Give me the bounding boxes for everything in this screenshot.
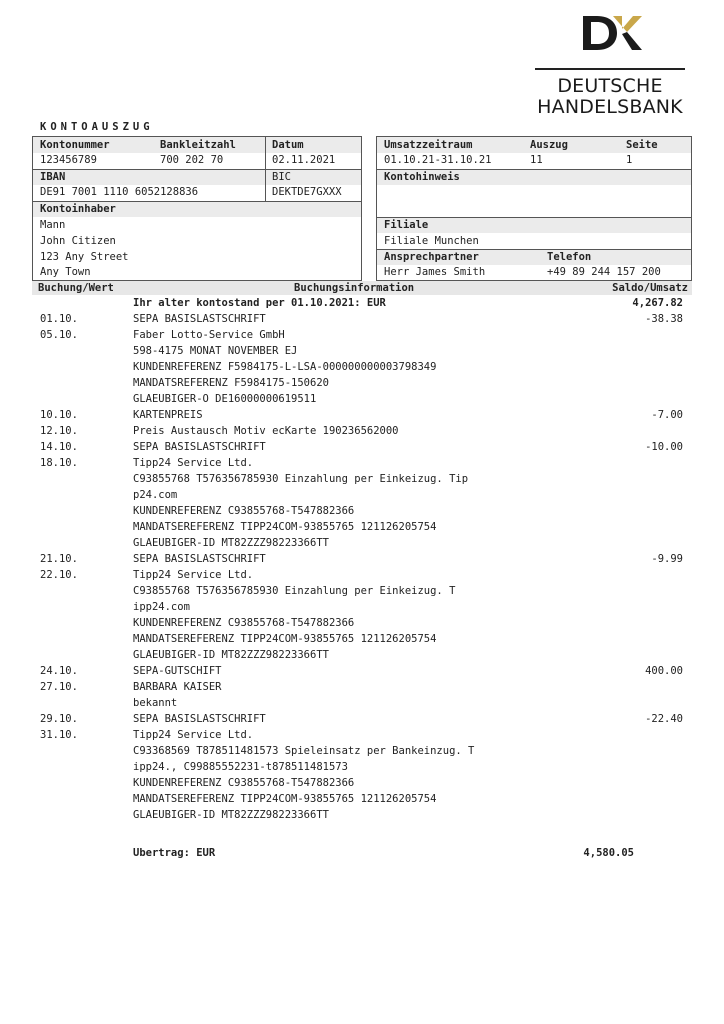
document-title: KONTOAUSZUG [40, 121, 154, 133]
datum-label: Datum [272, 139, 304, 151]
kontonummer-value: 123456789 [40, 154, 97, 166]
filiale-label: Filiale [384, 219, 429, 231]
tx-amount: 400.00 [645, 665, 683, 677]
zeitraum-label: Umsatzzeitraum [384, 139, 473, 151]
bank-name-line1: DEUTSCHE [557, 75, 663, 97]
tx-amount: -10.00 [645, 441, 683, 453]
tx-text: KUNDENREFERENZ C93855768-T547882366 [133, 777, 355, 789]
inhaber-line: John Citizen [40, 235, 116, 247]
blz-label: Bankleitzahl [160, 139, 236, 151]
tx-text: Tipp24 Service Ltd. [133, 457, 254, 469]
tx-text: p24.com [133, 489, 178, 501]
tx-text: MANDATSEREFERENZ TIPP24COM-93855765 121126205754 [133, 793, 437, 805]
tx-date: 18.10. [40, 457, 78, 469]
tx-text: Faber Lotto-Service GmbH [133, 329, 285, 341]
tx-text: C93368569 T878511481573 Spieleinsatz per Bankeinzug. T [133, 745, 475, 757]
inhaber-line: 123 Any Street [40, 251, 129, 263]
tx-amount: -9.99 [651, 553, 683, 565]
tx-text: KUNDENREFERENZ F5984175-L-LSA-000000000003798349 [133, 361, 437, 373]
tx-date: 05.10. [40, 329, 78, 341]
tx-text: ipp24., C99885552231-t878511481573 [133, 761, 348, 773]
tx-date: 01.10. [40, 313, 78, 325]
tx-text: SEPA BASISLASTSCHRIFT [133, 313, 266, 325]
tx-amount: -22.40 [645, 713, 683, 725]
tx-date: 14.10. [40, 441, 78, 453]
seite-value: 1 [626, 154, 633, 166]
ansprechpartner-value: Herr James Smith [384, 266, 486, 278]
tx-text: KUNDENREFERENZ C93855768-T547882366 [133, 617, 355, 629]
tx-text: ipp24.com [133, 601, 190, 613]
tx-text: MANDATSREFERENZ F5984175-150620 [133, 377, 329, 389]
tx-text: 598-4175 MONAT NOVEMBER EJ [133, 345, 298, 357]
dk-monogram-icon [575, 12, 645, 54]
tx-date: 12.10. [40, 425, 78, 437]
statement-info-box [376, 136, 692, 281]
telefon-value: +49 89 244 157 200 [547, 266, 661, 278]
tx-text: SEPA BASISLASTSCHRIFT [133, 713, 266, 725]
iban-label: IBAN [40, 171, 66, 183]
tx-text: KUNDENREFERENZ C93855768-T547882366 [133, 505, 355, 517]
iban-value: DE91 7001 1110 6052128836 [40, 186, 199, 198]
tx-text: MANDATSEREFERENZ TIPP24COM-93855765 121126205754 [133, 521, 437, 533]
tx-date: 27.10. [40, 681, 78, 693]
tx-text: GLAEUBIGER-ID MT82ZZZ98223366TT [133, 537, 329, 549]
tx-date: 10.10. [40, 409, 78, 421]
tx-amount: -7.00 [651, 409, 683, 421]
account-info-box [32, 136, 362, 281]
tx-text: SEPA-GUTSCHIFT [133, 665, 222, 677]
logo-divider [535, 68, 685, 70]
bic-label: BIC [272, 171, 291, 183]
tx-text: BARBARA KAISER [133, 681, 222, 693]
auszug-value: 11 [530, 154, 543, 166]
tx-date: 21.10. [40, 553, 78, 565]
opening-balance-amount: 4,267.82 [632, 297, 683, 309]
tx-text: GLAEUBIGER-ID MT82ZZZ98223366TT [133, 809, 329, 821]
header-buchung: Buchung/Wert [38, 282, 114, 294]
kontoinhaber-label: Kontoinhaber [40, 203, 116, 215]
tx-amount: -38.38 [645, 313, 683, 325]
tx-text: MANDATSEREFERENZ TIPP24COM-93855765 121126205754 [133, 633, 437, 645]
filiale-value: Filiale Munchen [384, 235, 479, 247]
opening-balance-label: Ihr alter kontostand per 01.10.2021: EUR [133, 297, 386, 309]
tx-text: Tipp24 Service Ltd. [133, 569, 254, 581]
tx-text: SEPA BASISLASTSCHRIFT [133, 553, 266, 565]
kontonummer-label: Kontonummer [40, 139, 110, 151]
tx-text: C93855768 T576356785930 Einzahlung per Einkeizug. T [133, 585, 456, 597]
inhaber-line: Any Town [40, 266, 91, 278]
tx-text: KARTENPREIS [133, 409, 203, 421]
zeitraum-value: 01.10.21-31.10.21 [384, 154, 492, 166]
telefon-label: Telefon [547, 251, 592, 263]
bank-name-line2: HANDELSBANK [537, 96, 683, 118]
kontohinweis-label: Kontohinweis [384, 171, 460, 183]
closing-balance-amount: 4,580.05 [583, 847, 634, 859]
tx-date: 24.10. [40, 665, 78, 677]
auszug-label: Auszug [530, 139, 568, 151]
bic-value: DEKTDE7GXXX [272, 186, 342, 198]
tx-text: Tipp24 Service Ltd. [133, 729, 254, 741]
blz-value: 700 202 70 [160, 154, 224, 166]
tx-text: bekannt [133, 697, 178, 709]
seite-label: Seite [626, 139, 658, 151]
ansprechpartner-label: Ansprechpartner [384, 251, 479, 263]
transactions-header [32, 281, 692, 295]
tx-date: 29.10. [40, 713, 78, 725]
tx-text: SEPA BASISLASTSCHRIFT [133, 441, 266, 453]
tx-text: C93855768 T576356785930 Einzahlung per Einkeizug. Tip [133, 473, 469, 485]
tx-date: 31.10. [40, 729, 78, 741]
header-saldo: Saldo/Umsatz [612, 282, 688, 294]
tx-text: Preis Austausch Motiv ecKarte 190236562000 [133, 425, 399, 437]
header-info: Buchungsinformation [294, 282, 415, 294]
bank-logo [520, 12, 700, 118]
closing-balance-label: Ubertrag: EUR [133, 847, 216, 859]
datum-value: 02.11.2021 [272, 154, 336, 166]
tx-date: 22.10. [40, 569, 78, 581]
inhaber-line: Mann [40, 219, 66, 231]
tx-text: GLAEUBIGER-ID MT82ZZZ98223366TT [133, 649, 329, 661]
tx-text: GLAEUBIGER-O DE16000000619511 [133, 393, 317, 405]
